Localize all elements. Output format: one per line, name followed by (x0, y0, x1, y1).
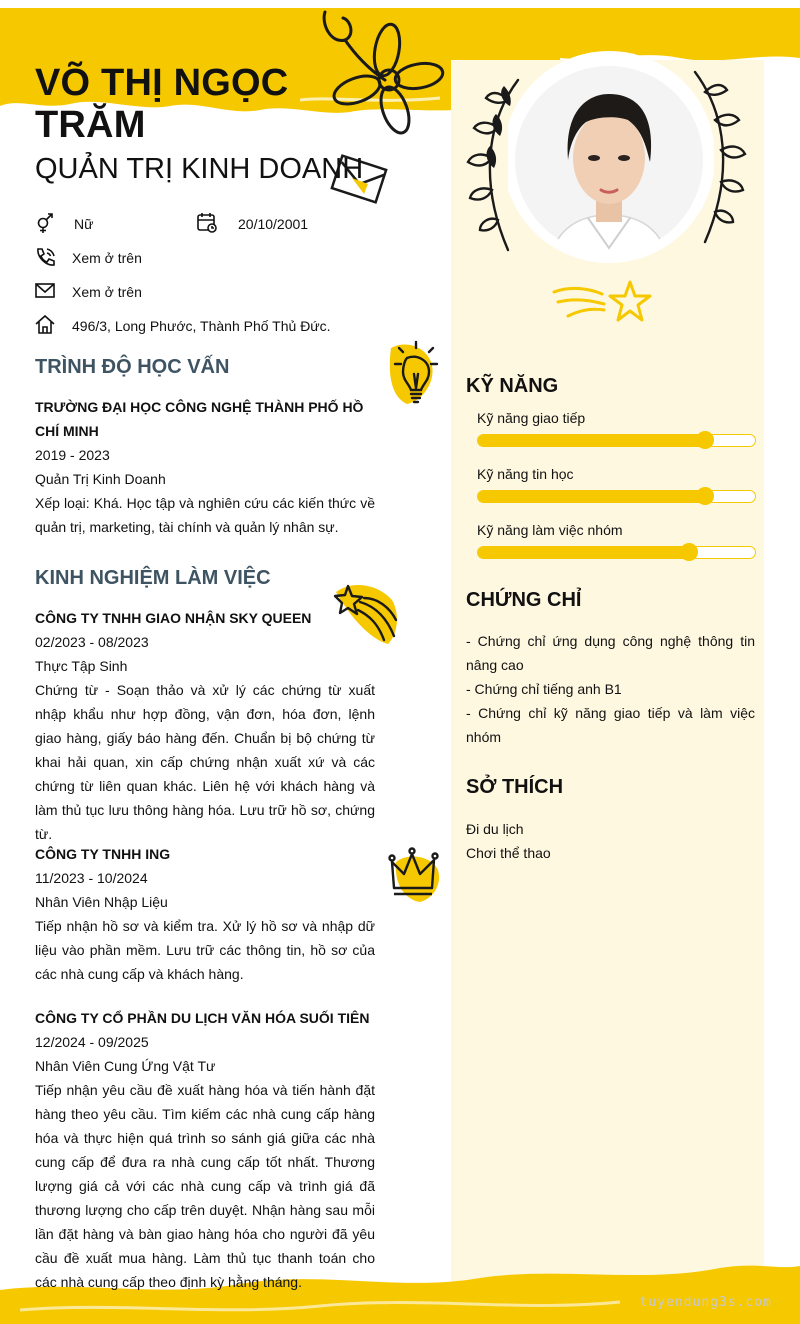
avatar (508, 50, 714, 268)
home-icon (34, 313, 56, 335)
skill-label: Kỹ năng giao tiếp (477, 410, 586, 426)
education-heading: TRÌNH ĐỘ HỌC VẤN (35, 356, 230, 378)
gender-icon (34, 212, 56, 234)
hobbies-list (466, 817, 755, 865)
skill-bar-knob (696, 487, 714, 505)
hobby-item: Chơi thể thao (466, 845, 551, 861)
job-position: Thực Tập Sinh (35, 658, 128, 674)
experience-heading: KINH NGHIỆM LÀM VIỆC (35, 567, 271, 589)
certificate-item: - Chứng chỉ ứng dụng công nghệ thông tin nâng cao (466, 633, 755, 673)
skill-bar-fill (478, 435, 705, 446)
job-period: 12/2024 - 09/2025 (35, 1034, 149, 1050)
skill-bar-fill (478, 547, 689, 558)
job-description: Chứng từ - Soạn thảo và xử lý các chứng từ xuất nhập khẩu như hợp đồng, vận đơn, hóa đơn, lệnh giao hàng, giấy báo hàng đến. Chuẩn bị bộ chứng từ khai hải quan, xin cấp chứng nhận xuất xứ và các chứng từ liên quan khác. Liên hệ với khách hàng và làm thủ tục lưu thông hàng hóa. Lưu trữ hồ sơ, chứng từ. (35, 682, 375, 842)
hobby-item: Đi du lịch (466, 821, 524, 837)
email-icon (34, 280, 56, 302)
job-entry (35, 842, 375, 986)
education-period: 2019 - 2023 (35, 447, 110, 463)
skill-bar-fill (478, 491, 705, 502)
education-entry (35, 395, 375, 539)
education-school: TRƯỜNG ĐẠI HỌC CÔNG NGHỆ THÀNH PHỐ HỒ CHÍ MINH (35, 399, 364, 439)
certificate-item: - Chứng chỉ kỹ năng giao tiếp và làm việc nhóm (466, 705, 755, 745)
job-company: CÔNG TY TNHH GIAO NHẬN SKY QUEEN (35, 610, 312, 626)
watermark: tuyendung3s.com (639, 1295, 772, 1310)
job-description: Tiếp nhận yêu cầu đề xuất hàng hóa và tiến hành đặt hàng theo yêu cầu. Tìm kiếm các nhà cung cấp hàng hóa và thực hiện quá trình so sánh giá giữa các nhà cung cấp để đưa ra nhà cung cấp tốt nhất. Thương lượng giá cả với các nhà cung cấp và trình giá đã thương lượng cho cấp trên duyệt. Nhận hàng sau mỗi lần đặt hàng và bàn giao hàng hóa cho người đã yêu cầu đề xuất mua hàng. Làm thủ tục thanh toán cho các nhà cung cấp theo định kỳ hằng tháng. (35, 1082, 375, 1290)
job-entry (35, 606, 375, 846)
skill-bar (477, 490, 756, 503)
skill-bar (477, 434, 756, 447)
job-position: Nhân Viên Cung Ứng Vật Tư (35, 1058, 216, 1074)
certificate-item: - Chứng chỉ tiếng anh B1 (466, 681, 622, 697)
crown-doodle-icon (388, 846, 444, 904)
address-value: 496/3, Long Phước, Thành Phố Thủ Đức. (72, 318, 331, 334)
skill-bar-knob (680, 543, 698, 561)
skills-heading: KỸ NĂNG (466, 375, 559, 397)
education-major: Quản Trị Kinh Doanh (35, 471, 166, 487)
gender-value: Nữ (74, 216, 94, 232)
skill-bar (477, 546, 756, 559)
skill-label: Kỹ năng làm việc nhóm (477, 522, 623, 538)
job-period: 02/2023 - 08/2023 (35, 634, 149, 650)
dob-value: 20/10/2001 (238, 216, 309, 232)
certificates-list (466, 629, 755, 749)
calendar-icon (196, 211, 218, 233)
education-description: Xếp loại: Khá. Học tập và nghiên cứu các kiến thức về quản trị, marketing, tài chính và quản lý nhân sự. (35, 495, 375, 535)
email-value: Xem ở trên (72, 284, 142, 300)
job-company: CÔNG TY TNHH ING (35, 846, 171, 862)
candidate-name: VÕ THỊ NGỌC TRĂM (35, 62, 289, 146)
skill-bar-knob (696, 431, 714, 449)
hobbies-heading: SỞ THÍCH (466, 776, 564, 798)
certificates-heading: CHỨNG CHỈ (466, 589, 582, 611)
phone-icon (34, 246, 56, 268)
candidate-title: QUẢN TRỊ KINH DOANH (35, 153, 364, 185)
lightbulb-doodle-icon (385, 338, 445, 414)
job-position: Nhân Viên Nhập Liệu (35, 894, 168, 910)
phone-value: Xem ở trên (72, 250, 142, 266)
skill-label: Kỹ năng tin học (477, 466, 574, 482)
job-entry (35, 1006, 375, 1294)
job-company: CÔNG TY CỔ PHẦN DU LỊCH VĂN HÓA SUỐI TIÊN (35, 1010, 370, 1026)
star-doodle-icon (550, 278, 654, 328)
job-period: 11/2023 - 10/2024 (35, 870, 148, 886)
job-description: Tiếp nhận hồ sơ và kiểm tra. Xử lý hồ sơ và nhập dữ liệu vào phần mềm. Lưu trữ các thông tin, hồ sơ của các nhà cung cấp và khách hàng. (35, 918, 375, 982)
